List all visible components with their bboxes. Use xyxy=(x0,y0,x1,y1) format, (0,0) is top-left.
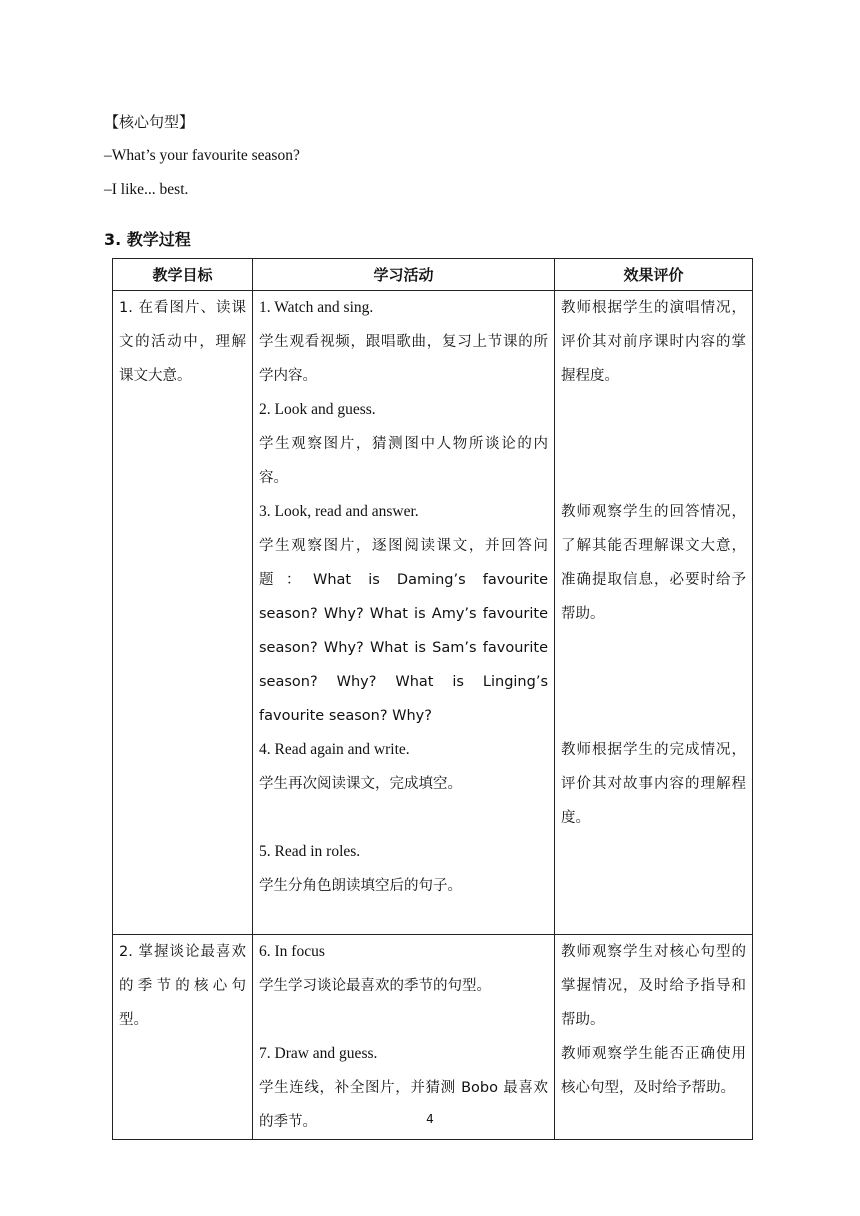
goal-cell xyxy=(113,291,253,935)
activity-description: 学生再次阅读课文，完成填空。 xyxy=(259,776,462,792)
activity-title: 2. Look and guess. xyxy=(259,401,376,418)
page-number: 4 xyxy=(426,1112,434,1126)
activity-title: 4. Read again and write. xyxy=(259,741,410,758)
spacer xyxy=(561,427,746,461)
section-title: 3. 教学过程 xyxy=(104,230,191,249)
evaluation-text: 教师根据学生的完成情况，评价其对故事内容的理解程度。 xyxy=(561,742,746,826)
activity-title: 1. Watch and sing. xyxy=(259,299,374,316)
spacer xyxy=(259,1003,548,1037)
activity-cell xyxy=(253,935,555,1140)
core-sentence-question: –What’s your favourite season? xyxy=(104,147,300,164)
spacer xyxy=(561,393,746,427)
header-evaluation: 效果评价 xyxy=(555,259,753,291)
activity-description: 学生观察图片，猜测图中人物所谈论的内容。 xyxy=(259,436,548,486)
evaluation-text: 教师观察学生能否正确使用核心句型，及时给予帮助。 xyxy=(561,1046,746,1096)
activity-title: 3. Look, read and answer. xyxy=(259,503,419,520)
goal-cell xyxy=(113,935,253,1140)
activity-title: 7. Draw and guess. xyxy=(259,1045,378,1062)
activity-cell xyxy=(253,291,555,935)
evaluation-text: 教师根据学生的演唱情况，评价其对前序课时内容的掌握程度。 xyxy=(561,300,746,384)
spacer xyxy=(259,801,548,835)
spacer xyxy=(561,665,746,699)
teaching-process-table xyxy=(112,258,753,1140)
spacer xyxy=(561,631,746,665)
activity-description: 学生观察图片，逐图阅读课文，并回答问题：What is Daming’s favourite season? Why? What is Amy’s favourite season? Why? What is Sam’s favourite season? Why? What is Linging’s favourite season? Why? xyxy=(259,538,548,724)
core-sentences-heading: 【核心句型】 xyxy=(104,113,195,131)
core-sentence-answer: –I like... best. xyxy=(104,181,189,198)
table-header-row xyxy=(113,259,753,291)
header-goal: 教学目标 xyxy=(113,259,253,291)
activity-title: 6. In focus xyxy=(259,943,325,960)
header-activity: 学习活动 xyxy=(253,259,555,291)
spacer xyxy=(561,699,746,733)
activity-description: 学生观看视频，跟唱歌曲，复习上节课的所学内容。 xyxy=(259,334,548,384)
table-row xyxy=(113,935,753,1140)
goal-text: 2. 掌握谈论最喜欢的季节的核心句型。 xyxy=(119,944,246,1028)
activity-title: 5. Read in roles. xyxy=(259,843,361,860)
evaluation-cell xyxy=(555,291,753,935)
evaluation-text: 教师观察学生对核心句型的掌握情况，及时给予指导和帮助。 xyxy=(561,944,746,1028)
evaluation-cell xyxy=(555,935,753,1140)
spacer xyxy=(561,461,746,495)
activity-description: 学生学习谈论最喜欢的季节的句型。 xyxy=(259,978,491,994)
goal-text: 1. 在看图片、读课文的活动中，理解课文大意。 xyxy=(119,300,246,384)
table-row xyxy=(113,291,753,935)
activity-description: 学生连线，补全图片，并猜测 Bobo 最喜欢的季节。 xyxy=(259,1080,548,1130)
evaluation-text: 教师观察学生的回答情况，了解其能否理解课文大意，准确提取信息，必要时给予帮助。 xyxy=(561,504,746,622)
activity-description: 学生分角色朗读填空后的句子。 xyxy=(259,878,462,894)
